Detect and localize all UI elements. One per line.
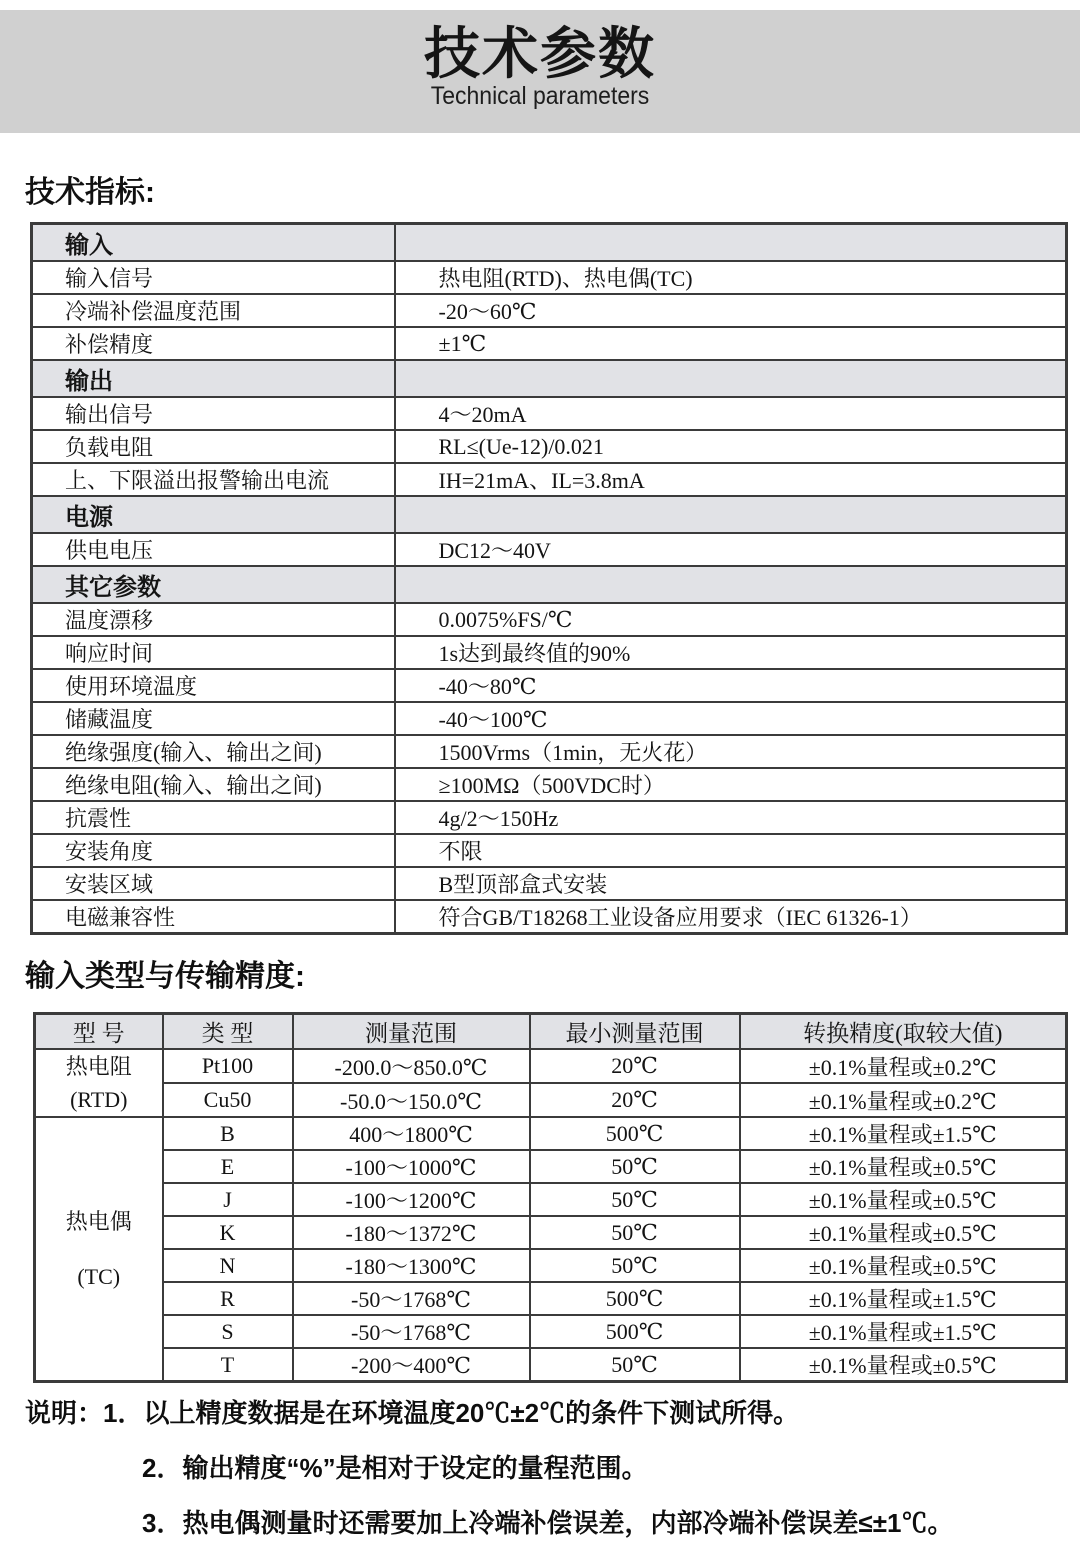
accuracy-cell-range: -50～1768℃ xyxy=(293,1315,530,1348)
spec-value: 符合GB/T18268工业设备应用要求（IEC 61326-1） xyxy=(395,900,1067,934)
accuracy-cell-type: Pt100 xyxy=(163,1049,293,1083)
accuracy-cell-accuracy: ±0.1%量程或±0.5℃ xyxy=(740,1150,1067,1183)
spec-label: 输入 xyxy=(32,224,395,262)
accuracy-cell-type: S xyxy=(163,1315,293,1348)
accuracy-cell-type: E xyxy=(163,1150,293,1183)
accuracy-cell-min-range: 500℃ xyxy=(530,1117,740,1150)
spec-label: 补偿精度 xyxy=(32,327,395,360)
spec-row xyxy=(32,702,1067,735)
spec-value: ≥100MΩ（500VDC时） xyxy=(395,768,1067,801)
accuracy-cell-type: T xyxy=(163,1348,293,1382)
spec-value xyxy=(395,360,1067,397)
spec-value xyxy=(395,566,1067,603)
spec-value: -40～100℃ xyxy=(395,702,1067,735)
page-header-band xyxy=(0,10,1080,133)
spec-value xyxy=(395,496,1067,533)
accuracy-row xyxy=(35,1249,1067,1282)
spec-label: 响应时间 xyxy=(32,636,395,669)
accuracy-cell-accuracy: ±0.1%量程或±1.5℃ xyxy=(740,1282,1067,1315)
accuracy-column-header: 类 型 xyxy=(163,1014,293,1050)
accuracy-cell-range: -100～1000℃ xyxy=(293,1150,530,1183)
model-group-label: 热电阻 xyxy=(65,1054,132,1079)
spec-value: IH=21mA、IL=3.8mA xyxy=(395,463,1067,496)
accuracy-cell-accuracy: ±0.1%量程或±0.5℃ xyxy=(740,1183,1067,1216)
spec-value: 0.0075%FS/℃ xyxy=(395,603,1067,636)
spec-section-row xyxy=(32,496,1067,533)
accuracy-cell-range: -180～1372℃ xyxy=(293,1216,530,1249)
spec-value: 不限 xyxy=(395,834,1067,867)
spec-label: 上、下限溢出报警输出电流 xyxy=(32,463,395,496)
accuracy-cell-accuracy: ±0.1%量程或±0.2℃ xyxy=(740,1083,1067,1117)
accuracy-table xyxy=(33,1012,1068,1383)
accuracy-cell-type: N xyxy=(163,1249,293,1282)
spec-row xyxy=(32,669,1067,702)
accuracy-cell-range: -50～1768℃ xyxy=(293,1282,530,1315)
spec-label: 冷端补偿温度范围 xyxy=(32,294,395,327)
accuracy-cell-range: -50.0～150.0℃ xyxy=(293,1083,530,1117)
spec-row xyxy=(32,735,1067,768)
spec-label: 绝缘电阻(输入、输出之间) xyxy=(32,768,395,801)
accuracy-cell-type: J xyxy=(163,1183,293,1216)
page-subtitle: Technical parameters xyxy=(430,82,650,110)
spec-table xyxy=(30,222,1068,935)
accuracy-column-header: 测量范围 xyxy=(293,1014,530,1050)
accuracy-row xyxy=(35,1348,1067,1382)
spec-row xyxy=(32,397,1067,430)
accuracy-row xyxy=(35,1282,1067,1315)
accuracy-cell-min-range: 20℃ xyxy=(530,1049,740,1083)
accuracy-row xyxy=(35,1117,1067,1150)
accuracy-row xyxy=(35,1083,1067,1117)
accuracy-cell-type: B xyxy=(163,1117,293,1150)
spec-row xyxy=(32,327,1067,360)
spec-value xyxy=(395,224,1067,262)
accuracy-cell-min-range: 500℃ xyxy=(530,1282,740,1315)
spec-label: 输入信号 xyxy=(32,261,395,294)
spec-value: -20～60℃ xyxy=(395,294,1067,327)
spec-label: 抗震性 xyxy=(32,801,395,834)
accuracy-cell-accuracy: ±0.1%量程或±0.5℃ xyxy=(740,1216,1067,1249)
accuracy-row xyxy=(35,1049,1067,1083)
note-text: 3．热电偶测量时还需要加上冷端补偿误差，内部冷端补偿误差≤±1℃。 xyxy=(142,1508,954,1538)
accuracy-row xyxy=(35,1216,1067,1249)
page-title: 技术参数 xyxy=(424,22,656,85)
spec-label: 负载电阻 xyxy=(32,430,395,463)
accuracy-cell-range: -200～400℃ xyxy=(293,1348,530,1382)
spec-value: 4～20mA xyxy=(395,397,1067,430)
accuracy-column-header: 型 号 xyxy=(35,1014,163,1050)
spec-section-row xyxy=(32,566,1067,603)
note-line xyxy=(25,1441,1065,1496)
spec-table-body xyxy=(32,224,1067,934)
spec-row xyxy=(32,294,1067,327)
accuracy-cell-min-range: 50℃ xyxy=(530,1216,740,1249)
accuracy-row xyxy=(35,1183,1067,1216)
spec-row xyxy=(32,533,1067,566)
spec-row xyxy=(32,463,1067,496)
notes-prefix: 说明： xyxy=(25,1398,104,1428)
spec-row xyxy=(32,768,1067,801)
spec-label: 安装区域 xyxy=(32,867,395,900)
accuracy-cell-range: -100～1200℃ xyxy=(293,1183,530,1216)
accuracy-cell-min-range: 50℃ xyxy=(530,1183,740,1216)
spec-value: ±1℃ xyxy=(395,327,1067,360)
accuracy-cell-type: Cu50 xyxy=(163,1083,293,1117)
spec-label: 其它参数 xyxy=(32,566,395,603)
note-line xyxy=(25,1386,1065,1441)
spec-row xyxy=(32,430,1067,463)
spec-section-row xyxy=(32,360,1067,397)
spec-section-heading: 技术指标: xyxy=(25,176,155,209)
accuracy-column-header: 转换精度(取较大值) xyxy=(740,1014,1067,1050)
spec-row xyxy=(32,900,1067,934)
spec-label: 储藏温度 xyxy=(32,702,395,735)
spec-value: 1500Vrms（1min，无火花） xyxy=(395,735,1067,768)
spec-value: 4g/2～150Hz xyxy=(395,801,1067,834)
accuracy-cell-range: 400～1800℃ xyxy=(293,1117,530,1150)
accuracy-table-head xyxy=(35,1014,1067,1050)
note-text: 2．输出精度“%”是相对于设定的量程范围。 xyxy=(142,1453,648,1483)
spec-label: 输出 xyxy=(32,360,395,397)
spec-value: DC12～40V xyxy=(395,533,1067,566)
spec-value: -40～80℃ xyxy=(395,669,1067,702)
spec-row xyxy=(32,603,1067,636)
accuracy-row xyxy=(35,1150,1067,1183)
accuracy-cell-type: R xyxy=(163,1282,293,1315)
accuracy-table-body xyxy=(35,1049,1067,1382)
accuracy-column-header: 最小测量范围 xyxy=(530,1014,740,1050)
spec-label: 使用环境温度 xyxy=(32,669,395,702)
spec-row xyxy=(32,636,1067,669)
spec-value: RL≤(Ue-12)/0.021 xyxy=(395,430,1067,463)
accuracy-cell-min-range: 50℃ xyxy=(530,1249,740,1282)
accuracy-cell-accuracy: ±0.1%量程或±1.5℃ xyxy=(740,1117,1067,1150)
spec-label: 绝缘强度(输入、输出之间) xyxy=(32,735,395,768)
spec-label: 电源 xyxy=(32,496,395,533)
accuracy-cell-accuracy: ±0.1%量程或±0.5℃ xyxy=(740,1249,1067,1282)
notes-block xyxy=(25,1386,1065,1551)
spec-label: 输出信号 xyxy=(32,397,395,430)
spec-value: 1s达到最终值的90% xyxy=(395,636,1067,669)
accuracy-header-row xyxy=(35,1014,1067,1050)
accuracy-cell-type: K xyxy=(163,1216,293,1249)
accuracy-cell-min-range: 50℃ xyxy=(530,1150,740,1183)
accuracy-cell-min-range: 20℃ xyxy=(530,1083,740,1117)
model-group-cell xyxy=(35,1049,163,1117)
spec-label: 电磁兼容性 xyxy=(32,900,395,934)
accuracy-cell-accuracy: ±0.1%量程或±0.5℃ xyxy=(740,1348,1067,1382)
spec-section-row xyxy=(32,224,1067,262)
accuracy-section-heading: 输入类型与传输精度: xyxy=(25,960,305,993)
accuracy-row xyxy=(35,1315,1067,1348)
spec-row xyxy=(32,867,1067,900)
spec-row xyxy=(32,801,1067,834)
spec-value: 热电阻(RTD)、热电偶(TC) xyxy=(395,261,1067,294)
accuracy-cell-range: -200.0～850.0℃ xyxy=(293,1049,530,1083)
accuracy-cell-accuracy: ±0.1%量程或±1.5℃ xyxy=(740,1315,1067,1348)
spec-label: 安装角度 xyxy=(32,834,395,867)
model-group-label: 热电偶 xyxy=(65,1209,132,1234)
note-line xyxy=(25,1496,1065,1551)
note-text: 1．以上精度数据是在环境温度20℃±2℃的条件下测试所得。 xyxy=(103,1398,800,1428)
spec-label: 温度漂移 xyxy=(32,603,395,636)
accuracy-cell-range: -180～1300℃ xyxy=(293,1249,530,1282)
model-group-cell xyxy=(35,1117,163,1382)
spec-row xyxy=(32,261,1067,294)
model-group-label: (RTD) xyxy=(70,1087,128,1112)
model-group-label: (TC) xyxy=(77,1264,121,1289)
accuracy-cell-min-range: 500℃ xyxy=(530,1315,740,1348)
spec-label: 供电电压 xyxy=(32,533,395,566)
spec-value: B型顶部盒式安装 xyxy=(395,867,1067,900)
accuracy-cell-min-range: 50℃ xyxy=(530,1348,740,1382)
accuracy-cell-accuracy: ±0.1%量程或±0.2℃ xyxy=(740,1049,1067,1083)
spec-row xyxy=(32,834,1067,867)
